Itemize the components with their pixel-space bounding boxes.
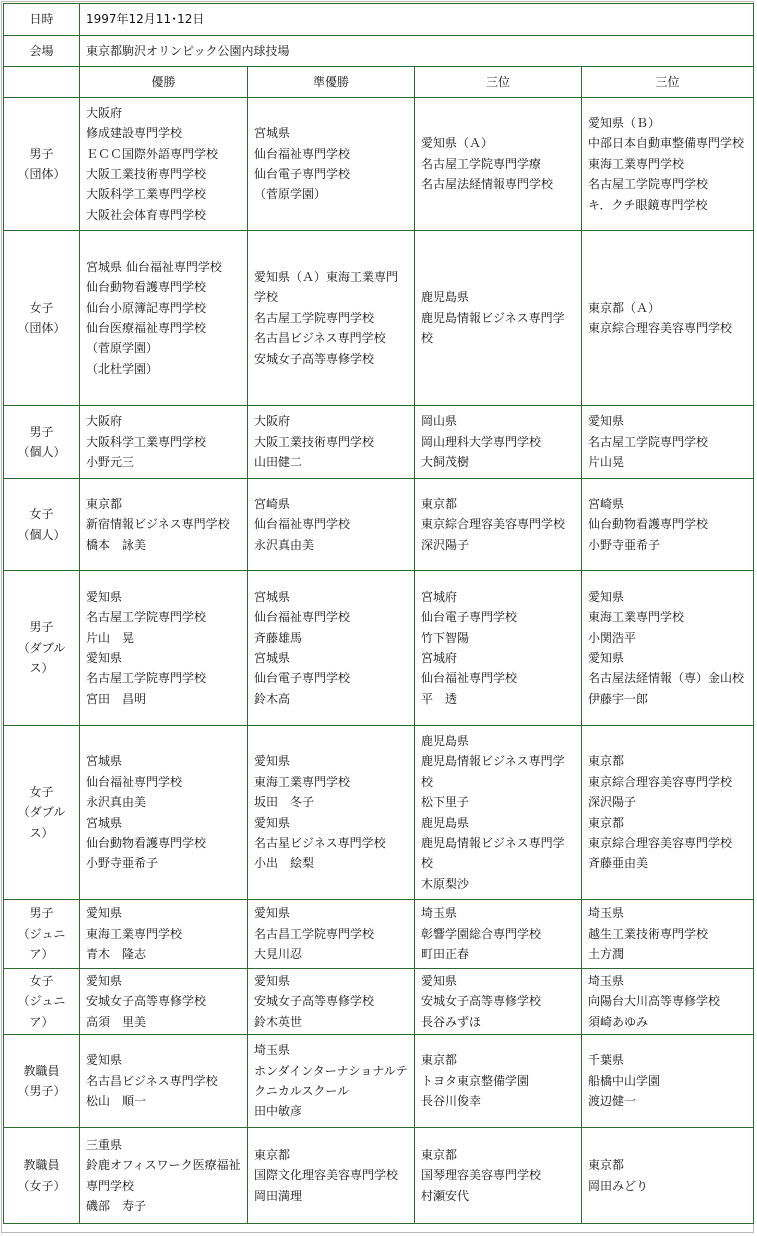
result-cell	[582, 1128, 754, 1224]
result-line: 彰響学園総合専門学校	[421, 926, 542, 941]
result-line: 鹿児島情報ビジネス専門学校	[421, 754, 565, 789]
result-line: 東京綜合理容美容専門学校	[588, 835, 733, 850]
result-line: 大阪工業技術専門学校	[86, 167, 207, 181]
result-line: 小出 絵梨	[254, 856, 315, 871]
result-line: 鹿児島県	[421, 733, 470, 748]
result-line: 千葉県	[588, 1053, 625, 1068]
result-row	[4, 969, 754, 1035]
result-cell	[582, 726, 754, 900]
result-line: 宮崎県	[254, 496, 291, 511]
result-line: 安城女子高等専修学校	[86, 994, 207, 1009]
category-cell	[4, 98, 80, 231]
result-row	[4, 479, 754, 571]
result-line: 土方潤	[588, 947, 625, 962]
result-line: 愛知県	[254, 906, 291, 921]
category-label: 男子	[29, 620, 54, 635]
category-label: （男子）	[17, 1084, 66, 1098]
result-line: 宮城府	[421, 589, 458, 604]
category-label: 男子	[29, 906, 54, 921]
result-line: 鹿児島県	[421, 815, 470, 830]
result-line: 永沢真由美	[254, 537, 315, 552]
category-label: （個人）	[17, 527, 66, 542]
venue-row	[4, 36, 754, 67]
result-line: 鹿児島情報ビジネス専門学校	[421, 310, 565, 346]
result-line: 愛知県	[86, 589, 123, 604]
result-cell	[80, 1035, 248, 1128]
result-line: 愛知県	[86, 1053, 123, 1068]
result-line: 仙台小原簿記専門学校	[86, 300, 207, 315]
result-cell	[80, 406, 248, 479]
result-line: 埼玉県	[254, 1043, 291, 1058]
result-line: 名古屋工学院専門学校	[588, 177, 709, 192]
result-line: 須崎あゆみ	[588, 1014, 649, 1029]
category-label: 女子	[29, 973, 54, 988]
result-line: 大飼茂樹	[421, 455, 470, 470]
result-line: 仙台電子専門学校	[421, 610, 518, 625]
header-corner	[4, 67, 80, 98]
result-cell	[582, 900, 754, 969]
category-cell	[4, 479, 80, 571]
result-line: 愛知県（Ａ）	[421, 136, 494, 151]
result-line: 名古昌ビジネス専門学校	[254, 331, 386, 346]
result-line: 仙台電子専門学校	[254, 167, 351, 181]
result-line: 仙台福祉専門学校	[421, 671, 518, 686]
category-cell	[4, 969, 80, 1035]
category-label: （女子）	[17, 1178, 66, 1193]
result-cell	[415, 1128, 582, 1224]
result-line: 長谷川俊幸	[421, 1094, 482, 1109]
result-cell	[415, 231, 582, 406]
category-label: 男子	[29, 146, 54, 161]
header-third-a: 三位	[415, 67, 582, 98]
result-cell	[248, 900, 415, 969]
category-cell	[4, 900, 80, 969]
result-cell	[80, 231, 248, 406]
result-line: 鹿児島県	[421, 290, 470, 305]
result-line: （北杜学園）	[86, 361, 159, 376]
result-line: 名古屋工学院専門学校	[588, 434, 709, 449]
result-line: 坂田 冬子	[254, 795, 315, 810]
result-line: 東京都	[588, 815, 625, 830]
result-cell	[415, 98, 582, 231]
result-line: 東京都	[86, 496, 123, 511]
result-cell	[582, 479, 754, 571]
category-cell	[4, 1035, 80, 1128]
category-label: （ダブルス）	[17, 640, 66, 676]
result-line: 中部日本自動車整備専門学校	[588, 136, 745, 151]
result-cell	[80, 969, 248, 1035]
result-line: 名古屋法経情報専門学校	[421, 177, 554, 192]
result-line: 鈴鹿オフィスワーク医療福祉専門学校	[86, 1158, 241, 1193]
result-line: 名古星ビジネス専門学校	[254, 835, 386, 850]
category-cell	[4, 571, 80, 726]
header-runner-up: 準優勝	[248, 67, 415, 98]
result-line: 名古屋法経情報（専）金山校	[588, 671, 745, 686]
category-label: 教職員	[23, 1063, 60, 1078]
result-line: 東京都	[254, 1147, 291, 1162]
venue-label: 会場	[4, 36, 80, 67]
result-line: 宮崎県	[588, 496, 625, 511]
result-line: 東海工業専門学校	[254, 774, 351, 789]
result-line: 小野寺亜希子	[588, 537, 661, 552]
result-cell	[415, 479, 582, 571]
result-line: 岡田みどり	[588, 1178, 649, 1193]
category-label: （ダブルス）	[17, 805, 66, 840]
result-cell	[582, 969, 754, 1035]
result-line: ホンダインターナショナルテクニカルスクール	[254, 1063, 408, 1098]
category-label: （個人）	[17, 445, 66, 459]
category-cell	[4, 726, 80, 900]
result-line: 深沢陽子	[588, 795, 637, 810]
result-line: 国琴理容美容専門学校	[421, 1168, 542, 1183]
result-line: 東京綜合理容美容専門学校	[588, 774, 733, 789]
result-line: 安城女子高等専修学校	[254, 351, 375, 366]
result-row	[4, 571, 754, 726]
result-line: 宮城県	[254, 126, 291, 141]
result-line: 東京都	[421, 496, 458, 511]
category-label: （ジュニア）	[17, 926, 66, 962]
result-line: 小野寺亜希子	[86, 856, 159, 871]
result-line: 東京都	[588, 754, 625, 769]
header-third-b: 三位	[582, 67, 754, 98]
result-line: 高須 里美	[86, 1014, 147, 1029]
result-line: ＥＣＣ国際外語専門学校	[86, 146, 219, 161]
result-line: 仙台福祉専門学校	[254, 146, 351, 161]
header-row	[4, 67, 754, 98]
result-line: 鈴木高	[254, 691, 291, 706]
result-line: 長谷みずほ	[421, 1014, 482, 1029]
result-line: 名古屋工学院専門学校	[86, 671, 207, 686]
result-line: 名古屋工学院専門学療	[421, 156, 542, 171]
result-line: 渡辺健一	[588, 1094, 637, 1109]
date-row	[4, 4, 754, 36]
result-line: 宮城県	[254, 589, 291, 604]
result-cell	[415, 1035, 582, 1128]
result-line: 仙台福祉専門学校	[254, 610, 351, 625]
result-line: 永沢真由美	[86, 795, 147, 810]
result-cell	[80, 98, 248, 231]
result-cell	[248, 406, 415, 479]
result-line: 安城女子高等専修学校	[254, 994, 375, 1009]
result-cell	[248, 231, 415, 406]
result-line: 埼玉県	[588, 973, 625, 988]
result-line: 愛知県	[86, 651, 123, 665]
result-row	[4, 900, 754, 969]
result-cell	[248, 1035, 415, 1128]
category-label: （ジュニア）	[17, 994, 66, 1029]
result-line: 山田健二	[254, 455, 303, 470]
result-line: 大阪工業技術専門学校	[254, 434, 375, 449]
result-cell	[248, 726, 415, 900]
category-cell	[4, 406, 80, 479]
category-label: 女子	[29, 507, 54, 522]
header-winner: 優勝	[80, 67, 248, 98]
result-cell	[415, 571, 582, 726]
result-line: 愛知県	[588, 651, 625, 665]
result-cell	[248, 571, 415, 726]
result-line: 片山 晃	[86, 630, 135, 645]
result-line: 名古昌ビジネス専門学校	[86, 1073, 218, 1088]
result-line: 小関浩平	[588, 630, 637, 645]
result-line: 東海工業専門学校	[86, 926, 183, 941]
result-line: 東京都	[588, 1158, 625, 1173]
result-line: キ．クチ眼鏡専門学校	[588, 197, 708, 212]
result-row	[4, 98, 754, 231]
result-line: 大見川忍	[254, 947, 303, 962]
result-line: 東海工業専門学校	[588, 156, 685, 171]
result-line: 片山晃	[588, 455, 625, 470]
result-line: 愛知県	[421, 973, 458, 988]
result-line: 越生工業技術専門学校	[588, 926, 709, 941]
result-line: 鹿児島情報ビジネス専門学校	[421, 835, 565, 871]
result-line: 平 透	[421, 691, 458, 706]
category-label: 教職員	[23, 1158, 60, 1173]
result-line: 橋本 詠美	[86, 537, 147, 552]
result-line: 埼玉県	[421, 906, 458, 921]
result-line: 仙台動物看護専門学校	[86, 835, 207, 850]
result-cell	[582, 1035, 754, 1128]
result-line: 東京都（Ａ）	[588, 300, 661, 315]
result-line: 深沢陽子	[421, 537, 470, 552]
result-line: 船橋中山学園	[588, 1073, 661, 1088]
result-line: 名古屋工学院専門学校	[254, 310, 375, 325]
results-table	[3, 3, 754, 1224]
result-line: 埼玉県	[588, 906, 625, 921]
result-line: 松下里子	[421, 795, 470, 810]
result-line: 愛知県	[588, 414, 625, 429]
result-line: 岡山理科大学専門学校	[421, 434, 542, 449]
date-value: 1997年12月11･12日	[80, 4, 754, 36]
result-cell	[80, 1128, 248, 1224]
result-line: 松山 順一	[86, 1094, 147, 1109]
result-line: 大阪府	[254, 414, 291, 429]
result-line: 木原梨沙	[421, 876, 470, 891]
result-line: 田中敏彦	[254, 1104, 303, 1119]
result-line: （菅原学園）	[254, 187, 327, 202]
category-label: 女子	[29, 300, 54, 315]
result-line: 岡田満理	[254, 1188, 303, 1203]
result-cell	[248, 479, 415, 571]
result-line: 大阪科学工業専門学校	[86, 434, 207, 449]
result-line: 東京綜合理容美容専門学校	[588, 321, 733, 335]
result-line: 鈴木英世	[254, 1014, 303, 1029]
result-cell	[582, 571, 754, 726]
result-line: 東海工業専門学校	[588, 610, 685, 625]
result-line: 大阪府	[86, 105, 123, 120]
result-line: 大阪社会体育専門学校	[86, 207, 207, 222]
result-cell	[415, 726, 582, 900]
result-line: 仙台福祉専門学校	[254, 517, 351, 532]
result-line: 仙台動物看護専門学校	[588, 517, 709, 532]
result-line: 宮城県	[254, 651, 291, 665]
result-line: 宮城県 仙台福祉専門学校	[86, 259, 222, 274]
result-line: 町田正春	[421, 947, 470, 962]
result-line: 安城女子高等専修学校	[421, 994, 542, 1009]
result-line: 国際文化理容美容専門学校	[254, 1168, 399, 1183]
result-line: 向陽台大川高等専修学校	[588, 994, 721, 1009]
result-line: トヨタ東京整備学園	[421, 1073, 530, 1088]
result-line: 愛知県（Ａ）東海工業専門学校	[254, 269, 399, 305]
result-cell	[80, 571, 248, 726]
result-line: 斉藤亜由美	[588, 856, 649, 871]
result-line: 伊藤宇一郎	[588, 691, 649, 706]
result-line: 愛知県	[86, 973, 123, 988]
result-line: 三重県	[86, 1137, 123, 1152]
result-line: 愛知県	[86, 906, 123, 921]
result-line: 東京都	[421, 1147, 458, 1162]
result-line: 東京都	[421, 1053, 458, 1068]
result-line: 愛知県	[254, 973, 291, 988]
result-line: 愛知県（Ｂ）	[588, 115, 661, 130]
result-line: 竹下智陽	[421, 630, 470, 645]
result-line: （菅原学園）	[86, 341, 159, 356]
result-line: 東京綜合理容美容専門学校	[421, 517, 566, 532]
result-line: 青木 隆志	[86, 947, 147, 962]
result-line: 磯部 寿子	[86, 1198, 147, 1213]
result-cell	[80, 479, 248, 571]
result-line: 新宿情報ビジネス専門学校	[86, 517, 230, 532]
result-row	[4, 231, 754, 406]
result-cell	[415, 969, 582, 1035]
result-line: 宮城県	[86, 815, 123, 830]
result-cell	[248, 969, 415, 1035]
result-line: 仙台医療福祉専門学校	[86, 321, 207, 335]
result-line: 宮城府	[421, 651, 458, 665]
result-cell	[415, 406, 582, 479]
result-line: 大阪科学工業専門学校	[86, 187, 207, 202]
result-line: 名古屋工学院専門学校	[86, 610, 207, 625]
result-line: 仙台福祉専門学校	[86, 774, 183, 789]
result-line: 修成建設専門学校	[86, 126, 183, 141]
result-cell	[415, 900, 582, 969]
category-cell	[4, 231, 80, 406]
result-cell	[582, 98, 754, 231]
venue-value: 東京都駒沢オリンピック公園内球技場	[80, 36, 754, 67]
result-line: 愛知県	[254, 815, 291, 830]
result-cell	[582, 406, 754, 479]
result-line: 仙台電子専門学校	[254, 671, 351, 686]
category-label: （団体）	[17, 167, 66, 181]
date-label: 日時	[4, 4, 80, 36]
result-cell	[248, 1128, 415, 1224]
result-line: 愛知県	[588, 589, 625, 604]
result-line: 小野元三	[86, 455, 135, 470]
result-line: 宮田 昌明	[86, 691, 147, 706]
result-line: 斉藤雄馬	[254, 630, 303, 645]
result-row	[4, 1035, 754, 1128]
result-line: 村瀬安代	[421, 1188, 470, 1203]
result-line: 宮城県	[86, 754, 123, 769]
result-cell	[80, 900, 248, 969]
result-cell	[80, 726, 248, 900]
result-line: 岡山県	[421, 414, 458, 429]
result-cell	[582, 231, 754, 406]
result-row	[4, 1128, 754, 1224]
category-label: （団体）	[17, 321, 66, 335]
result-line: 愛知県	[254, 754, 291, 769]
result-row	[4, 726, 754, 900]
category-label: 男子	[29, 424, 54, 439]
category-label: 女子	[29, 784, 54, 799]
result-line: 大阪府	[86, 414, 123, 429]
result-line: 名古昌工学院専門学校	[254, 926, 375, 941]
result-line: 仙台動物看護専門学校	[86, 280, 207, 295]
result-cell	[248, 98, 415, 231]
category-cell	[4, 1128, 80, 1224]
result-row	[4, 406, 754, 479]
